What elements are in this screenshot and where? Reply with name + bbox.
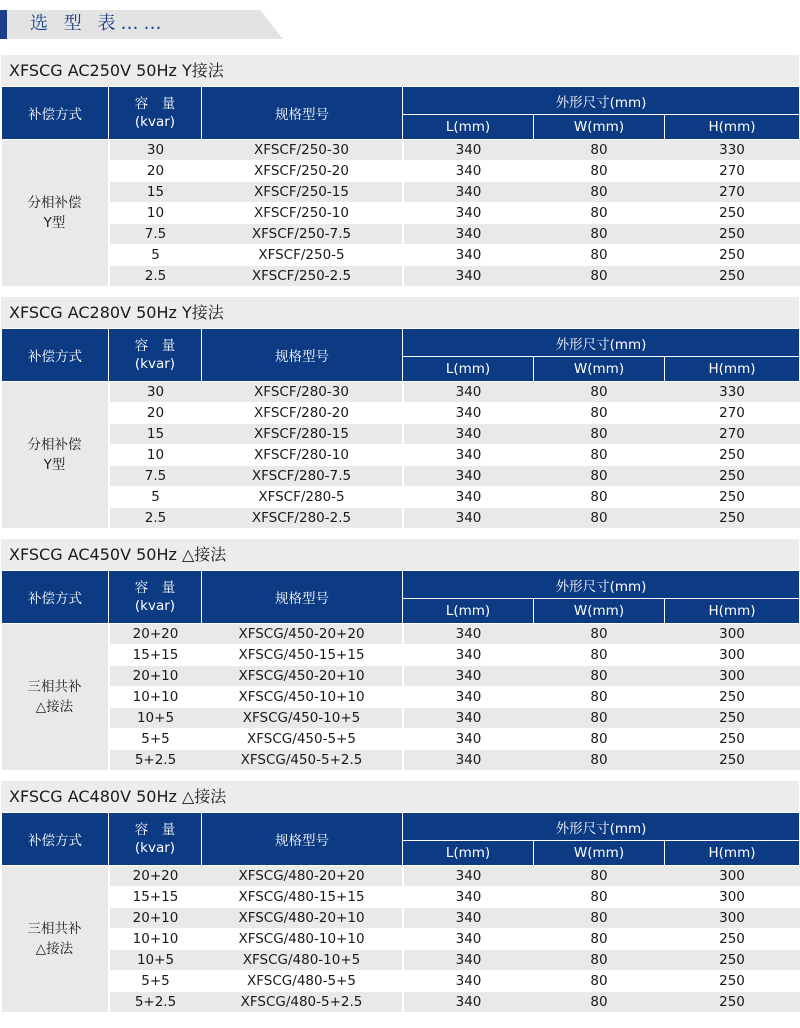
compensation-mode — [2, 624, 109, 771]
cell-model: XFSCF/250-2.5 — [202, 266, 403, 287]
header-H: H(mm) — [665, 599, 800, 624]
header-L: L(mm) — [403, 599, 534, 624]
header-model: 规格型号 — [202, 813, 403, 866]
table-row — [2, 203, 800, 224]
table-row — [2, 971, 800, 992]
section-title: XFSCG AC280V 50Hz Y接法 — [1, 297, 799, 328]
section-title: XFSCG AC450V 50Hz △接法 — [1, 539, 799, 570]
cell-H: 250 — [665, 750, 800, 771]
cell-capacity: 10 — [109, 445, 202, 466]
cell-model: XFSCG/450-5+5 — [202, 729, 403, 750]
cell-W: 80 — [534, 929, 665, 950]
mode-line1: 分相补偿 — [27, 437, 82, 453]
cell-L: 340 — [403, 403, 534, 424]
cell-capacity: 15+15 — [109, 887, 202, 908]
cell-L: 340 — [403, 687, 534, 708]
table-row — [2, 487, 800, 508]
cell-model: XFSCF/280-30 — [202, 382, 403, 403]
header-H: H(mm) — [665, 841, 800, 866]
cell-H: 270 — [665, 182, 800, 203]
cell-model: XFSCG/480-10+5 — [202, 950, 403, 971]
table-row — [2, 866, 800, 887]
cell-H: 250 — [665, 224, 800, 245]
cell-capacity: 10+5 — [109, 708, 202, 729]
cell-H: 250 — [665, 508, 800, 529]
header-model: 规格型号 — [202, 571, 403, 624]
cell-W: 80 — [534, 203, 665, 224]
cell-capacity: 20 — [109, 161, 202, 182]
cell-model: XFSCG/480-5+5 — [202, 971, 403, 992]
cell-model: XFSCF/280-7.5 — [202, 466, 403, 487]
header-capacity-label: 容 量 — [134, 822, 176, 838]
cell-W: 80 — [534, 161, 665, 182]
table-row — [2, 445, 800, 466]
cell-W: 80 — [534, 908, 665, 929]
spec-table — [1, 812, 800, 1013]
cell-capacity: 20+10 — [109, 666, 202, 687]
header-L: L(mm) — [403, 115, 534, 140]
cell-model: XFSCF/250-20 — [202, 161, 403, 182]
header-capacity — [109, 87, 202, 140]
cell-model: XFSCF/280-15 — [202, 424, 403, 445]
cell-model: XFSCG/480-10+10 — [202, 929, 403, 950]
cell-L: 340 — [403, 161, 534, 182]
cell-H: 250 — [665, 971, 800, 992]
cell-L: 340 — [403, 245, 534, 266]
table-row — [2, 224, 800, 245]
header-L: L(mm) — [403, 841, 534, 866]
cell-L: 340 — [403, 887, 534, 908]
table-row — [2, 140, 800, 161]
cell-capacity: 5 — [109, 487, 202, 508]
table-row — [2, 645, 800, 666]
cell-H: 330 — [665, 140, 800, 161]
cell-L: 340 — [403, 750, 534, 771]
spec-section — [1, 55, 799, 287]
cell-model: XFSCG/450-20+10 — [202, 666, 403, 687]
cell-H: 250 — [665, 950, 800, 971]
mode-line1: 三相共补 — [27, 679, 82, 695]
header-capacity-unit: (kvar) — [134, 840, 176, 856]
cell-capacity: 5+2.5 — [109, 992, 202, 1013]
cell-W: 80 — [534, 750, 665, 771]
cell-L: 340 — [403, 908, 534, 929]
cell-W: 80 — [534, 382, 665, 403]
section-title: XFSCG AC250V 50Hz Y接法 — [1, 55, 799, 86]
cell-capacity: 2.5 — [109, 266, 202, 287]
table-row — [2, 508, 800, 529]
cell-model: XFSCF/250-30 — [202, 140, 403, 161]
cell-H: 250 — [665, 203, 800, 224]
header-capacity-unit: (kvar) — [134, 114, 176, 130]
cell-model: XFSCF/280-5 — [202, 487, 403, 508]
mode-line1: 三相共补 — [27, 921, 82, 937]
header-capacity-label: 容 量 — [134, 338, 176, 354]
header-W: W(mm) — [534, 115, 665, 140]
cell-model: XFSCF/250-15 — [202, 182, 403, 203]
header-model: 规格型号 — [202, 87, 403, 140]
cell-W: 80 — [534, 729, 665, 750]
cell-model: XFSCG/450-15+15 — [202, 645, 403, 666]
mode-line2: Y型 — [43, 457, 66, 473]
header-capacity — [109, 329, 202, 382]
cell-W: 80 — [534, 645, 665, 666]
spec-section — [1, 297, 799, 529]
cell-W: 80 — [534, 950, 665, 971]
cell-H: 250 — [665, 992, 800, 1013]
cell-W: 80 — [534, 887, 665, 908]
cell-H: 250 — [665, 445, 800, 466]
table-row — [2, 382, 800, 403]
cell-capacity: 20+10 — [109, 908, 202, 929]
header-capacity-unit: (kvar) — [134, 356, 176, 372]
spec-table — [1, 570, 800, 771]
header-mode: 补偿方式 — [2, 329, 109, 382]
cell-capacity: 10 — [109, 203, 202, 224]
cell-W: 80 — [534, 245, 665, 266]
cell-capacity: 30 — [109, 140, 202, 161]
cell-W: 80 — [534, 424, 665, 445]
cell-W: 80 — [534, 266, 665, 287]
table-row — [2, 666, 800, 687]
cell-model: XFSCF/280-20 — [202, 403, 403, 424]
compensation-mode — [2, 382, 109, 529]
spec-section — [1, 781, 799, 1013]
cell-capacity: 5+2.5 — [109, 750, 202, 771]
table-row — [2, 908, 800, 929]
cell-capacity: 20+20 — [109, 866, 202, 887]
header-accent-bar — [0, 10, 7, 39]
cell-W: 80 — [534, 687, 665, 708]
cell-W: 80 — [534, 403, 665, 424]
cell-L: 340 — [403, 866, 534, 887]
cell-H: 300 — [665, 624, 800, 645]
cell-L: 340 — [403, 508, 534, 529]
cell-model: XFSCF/280-2.5 — [202, 508, 403, 529]
cell-W: 80 — [534, 224, 665, 245]
section-title: XFSCG AC480V 50Hz △接法 — [1, 781, 799, 812]
header-mode: 补偿方式 — [2, 813, 109, 866]
cell-capacity: 30 — [109, 382, 202, 403]
cell-H: 250 — [665, 729, 800, 750]
table-row — [2, 929, 800, 950]
cell-H: 250 — [665, 687, 800, 708]
table-row — [2, 729, 800, 750]
table-row — [2, 624, 800, 645]
cell-model: XFSCG/480-5+2.5 — [202, 992, 403, 1013]
cell-capacity: 10+5 — [109, 950, 202, 971]
table-row — [2, 182, 800, 203]
cell-H: 300 — [665, 908, 800, 929]
cell-L: 340 — [403, 424, 534, 445]
cell-W: 80 — [534, 182, 665, 203]
mode-line1: 分相补偿 — [27, 195, 82, 211]
cell-capacity: 5+5 — [109, 971, 202, 992]
cell-L: 340 — [403, 140, 534, 161]
cell-H: 270 — [665, 403, 800, 424]
cell-capacity: 10+10 — [109, 687, 202, 708]
cell-H: 250 — [665, 708, 800, 729]
mode-line2: Y型 — [43, 215, 66, 231]
cell-W: 80 — [534, 708, 665, 729]
cell-H: 250 — [665, 266, 800, 287]
cell-H: 300 — [665, 866, 800, 887]
table-row — [2, 245, 800, 266]
header-dims: 外形尺寸(mm) — [403, 571, 800, 599]
cell-capacity: 5+5 — [109, 729, 202, 750]
table-row — [2, 992, 800, 1013]
cell-capacity: 15 — [109, 182, 202, 203]
cell-model: XFSCG/450-10+5 — [202, 708, 403, 729]
cell-L: 340 — [403, 971, 534, 992]
cell-L: 340 — [403, 950, 534, 971]
page-title: 选 型 表…… — [30, 13, 167, 34]
cell-capacity: 20 — [109, 403, 202, 424]
cell-L: 340 — [403, 445, 534, 466]
cell-H: 250 — [665, 487, 800, 508]
table-row — [2, 708, 800, 729]
cell-H: 250 — [665, 245, 800, 266]
cell-capacity: 10+10 — [109, 929, 202, 950]
cell-model: XFSCF/250-5 — [202, 245, 403, 266]
header-W: W(mm) — [534, 357, 665, 382]
header-L: L(mm) — [403, 357, 534, 382]
compensation-mode — [2, 866, 109, 1013]
cell-L: 340 — [403, 182, 534, 203]
cell-L: 340 — [403, 224, 534, 245]
cell-capacity: 20+20 — [109, 624, 202, 645]
cell-W: 80 — [534, 866, 665, 887]
cell-W: 80 — [534, 624, 665, 645]
cell-model: XFSCG/450-10+10 — [202, 687, 403, 708]
header-mode: 补偿方式 — [2, 571, 109, 624]
page-header — [0, 0, 800, 55]
cell-model: XFSCF/280-10 — [202, 445, 403, 466]
cell-capacity: 7.5 — [109, 466, 202, 487]
cell-W: 80 — [534, 487, 665, 508]
cell-L: 340 — [403, 666, 534, 687]
selection-tables — [0, 55, 800, 1013]
header-model: 规格型号 — [202, 329, 403, 382]
cell-W: 80 — [534, 992, 665, 1013]
cell-H: 270 — [665, 161, 800, 182]
cell-L: 340 — [403, 624, 534, 645]
spec-table — [1, 328, 800, 529]
cell-capacity: 15+15 — [109, 645, 202, 666]
cell-W: 80 — [534, 466, 665, 487]
header-dims: 外形尺寸(mm) — [403, 87, 800, 115]
mode-line2: △接法 — [35, 699, 74, 715]
cell-capacity: 15 — [109, 424, 202, 445]
table-row — [2, 161, 800, 182]
mode-line2: △接法 — [35, 941, 74, 957]
table-row — [2, 424, 800, 445]
spec-section — [1, 539, 799, 771]
header-H: H(mm) — [665, 115, 800, 140]
header-H: H(mm) — [665, 357, 800, 382]
cell-L: 340 — [403, 729, 534, 750]
header-capacity — [109, 813, 202, 866]
cell-L: 340 — [403, 466, 534, 487]
cell-H: 270 — [665, 424, 800, 445]
header-capacity-label: 容 量 — [134, 96, 176, 112]
cell-capacity: 2.5 — [109, 508, 202, 529]
cell-W: 80 — [534, 666, 665, 687]
cell-H: 300 — [665, 887, 800, 908]
header-mode: 补偿方式 — [2, 87, 109, 140]
cell-H: 300 — [665, 645, 800, 666]
table-row — [2, 266, 800, 287]
table-row — [2, 750, 800, 771]
table-row — [2, 887, 800, 908]
cell-model: XFSCG/480-20+20 — [202, 866, 403, 887]
cell-model: XFSCF/250-10 — [202, 203, 403, 224]
cell-W: 80 — [534, 445, 665, 466]
table-row — [2, 403, 800, 424]
cell-L: 340 — [403, 929, 534, 950]
cell-L: 340 — [403, 487, 534, 508]
cell-model: XFSCG/480-15+15 — [202, 887, 403, 908]
cell-W: 80 — [534, 508, 665, 529]
cell-L: 340 — [403, 382, 534, 403]
spec-table — [1, 86, 800, 287]
header-capacity-label: 容 量 — [134, 580, 176, 596]
table-row — [2, 466, 800, 487]
header-dims: 外形尺寸(mm) — [403, 813, 800, 841]
cell-model: XFSCG/450-5+2.5 — [202, 750, 403, 771]
cell-L: 340 — [403, 645, 534, 666]
cell-H: 330 — [665, 382, 800, 403]
cell-H: 250 — [665, 929, 800, 950]
header-capacity — [109, 571, 202, 624]
cell-H: 250 — [665, 466, 800, 487]
cell-model: XFSCG/450-20+20 — [202, 624, 403, 645]
cell-W: 80 — [534, 140, 665, 161]
cell-model: XFSCG/480-20+10 — [202, 908, 403, 929]
header-dims: 外形尺寸(mm) — [403, 329, 800, 357]
cell-capacity: 7.5 — [109, 224, 202, 245]
cell-capacity: 5 — [109, 245, 202, 266]
cell-model: XFSCF/250-7.5 — [202, 224, 403, 245]
cell-W: 80 — [534, 971, 665, 992]
header-W: W(mm) — [534, 841, 665, 866]
cell-L: 340 — [403, 203, 534, 224]
cell-L: 340 — [403, 708, 534, 729]
table-row — [2, 950, 800, 971]
table-row — [2, 687, 800, 708]
compensation-mode — [2, 140, 109, 287]
header-W: W(mm) — [534, 599, 665, 624]
cell-H: 300 — [665, 666, 800, 687]
cell-L: 340 — [403, 266, 534, 287]
header-capacity-unit: (kvar) — [134, 598, 176, 614]
cell-L: 340 — [403, 992, 534, 1013]
